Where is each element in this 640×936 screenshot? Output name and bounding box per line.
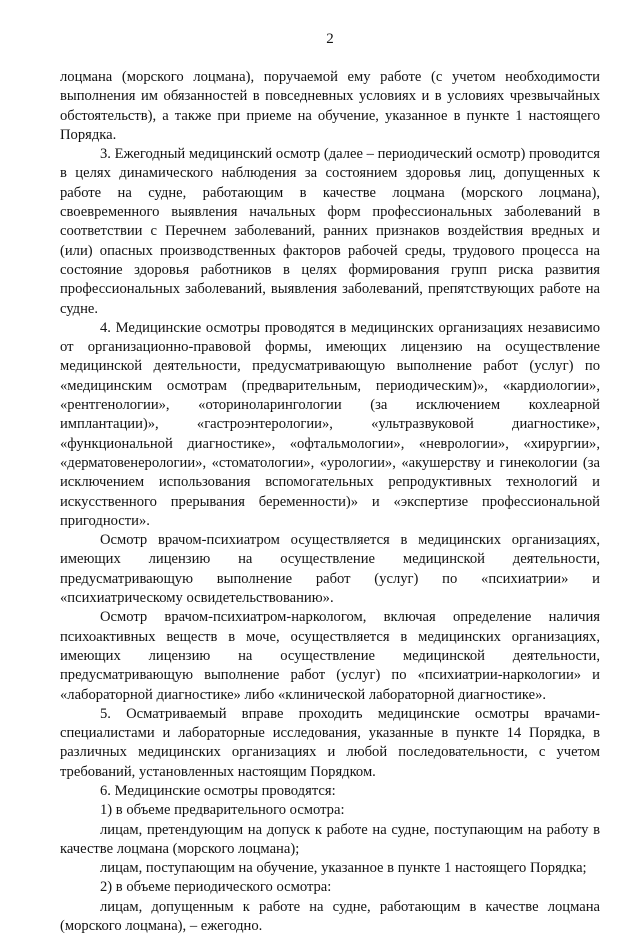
paragraph-item-3: 3. Ежегодный медицинский осмотр (далее – периодический осмотр) проводится в целях динамического наблюдения за состоянием здоровья лиц, допущенных к работе на судне, работающим в качестве лоцмана (морского лоцмана), своевременного выявления начальных форм профессиональных заболеваний в соответствии с Перечнем заболеваний, ранних признаков воздействия вредных и (или) опасных производственных факторов рабочей среды, трудового процесса на состояние здоровья работников в целях формирования групп риска развития профессиональных заболеваний, выявления заболеваний, препятствующих работе на судне. xyxy=(60,146,601,317)
list-item-admitted: лицам, допущенным к работе на судне, работающим в качестве лоцмана (морского лоцмана), – ежегодно. xyxy=(60,898,600,935)
list-item-periodic: 2) в объеме периодического осмотра: xyxy=(100,879,332,896)
paragraph-item-5: 5. Осматриваемый вправе проходить медицинские осмотры врачами-специалистами и лабораторные исследования, указанные в пункте 14 Порядка, в различных медицинских организациях и любой последовательности, с учетом требований, установленных настоящим Порядком. xyxy=(60,705,600,780)
list-item-preliminary: 1) в объеме предварительного осмотра: xyxy=(100,802,345,819)
paragraph-item-6: 6. Медицинские осмотры проводятся: xyxy=(100,782,336,799)
paragraph-psychiatrist: Осмотр врачом-психиатром осуществляется в медицинских организациях, имеющих лицензию на осуществление медицинской деятельности, предусматривающую выполнение работ (услуг) по «психиатрии» и «психиатрическому освидетельствованию». xyxy=(60,532,600,607)
list-item-trainees: лицам, поступающим на обучение, указанное в пункте 1 настоящего Порядка; xyxy=(100,860,587,877)
paragraph-narcologist: Осмотр врачом-психиатром-наркологом, включая определение наличия психоактивных веществ в моче, осуществляется в медицинских организациях, имеющих лицензию на осуществление медицинской деятельности, предусматривающую выполнение работ (услуг) по «психиатрии-наркологии» и «лабораторной диагностике» либо «клинической лабораторной диагностике». xyxy=(60,609,600,703)
document-body xyxy=(60,68,600,936)
paragraph-item-4: 4. Медицинские осмотры проводятся в медицинских организациях независимо от организационно-правовой формы, имеющих лицензию на осуществление медицинской деятельности, предусматривающую выполнение работ (услуг) по «медицинским осмотрам (предварительным, периодическим)», «кардиологии», «рентгенологии», «оториноларингологии (за исключением кохлеарной имплантации)», «гастроэнтерологии», «ультразвуковой диагностике», «функциональной диагностике», «офтальмологии», «неврологии», «хирургии», «дерматовенерологии», «стоматологии», «урологии», «акушерству и гинекологии (за исключением использования вспомогательных репродуктивных технологий и искусственного прерывания беременности)» и «экспертизе профессиональной пригодности». xyxy=(60,319,600,529)
list-item-applicants: лицам, претендующим на допуск к работе на судне, поступающим на работу в качестве лоцмана (морского лоцмана); xyxy=(60,821,600,857)
paragraph-continuation: лоцмана (морского лоцмана), поручаемой ему работе (с учетом необходимости выполнения им обязанностей в повседневных условиях и в условиях чрезвычайных обстоятельств), а также при приеме на обучение, указанное в пункте 1 настоящего Порядка. xyxy=(60,69,600,143)
page-number: 2 xyxy=(326,31,334,47)
document-page xyxy=(60,30,600,936)
